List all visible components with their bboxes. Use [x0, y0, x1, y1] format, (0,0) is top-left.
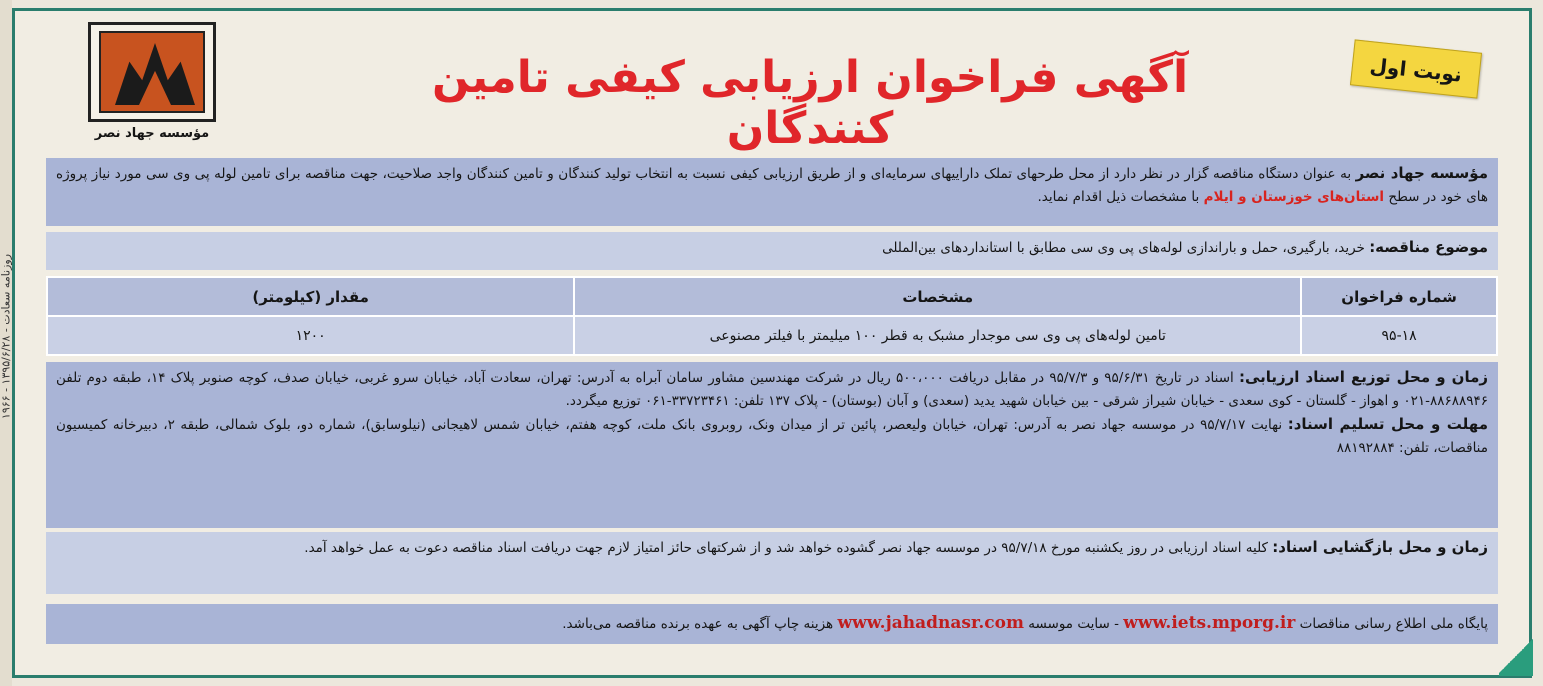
deadline-label: مهلت و محل تسلیم اسناد:	[1287, 415, 1488, 433]
documents-section	[46, 362, 1498, 528]
side-strip	[0, 0, 12, 686]
opening-section	[46, 532, 1498, 594]
iets-link[interactable]: www.iets.mporg.ir	[1123, 613, 1296, 633]
intro-text-a: به عنوان دستگاه مناقصه گزار در نظر دارد از محل طرحهای تملک داراییهای سرمایه‌ای و از طریق ارزیابی کیفی نسبت به انتخاب تولید کنندگان و تامین کنندگان واجد صلاحیت، جهت مناقصه برای تامین لوله پی وی سی مورد نیاز پروژه های خود در سطح	[56, 166, 1488, 205]
corner-ribbon	[1499, 636, 1533, 676]
intro-text-b: با مشخصات ذیل اقدام نماید.	[1037, 189, 1204, 205]
logo-mark-icon	[115, 43, 195, 105]
header-tender-number: شماره فراخوان	[1301, 277, 1497, 316]
header-specifications: مشخصات	[574, 277, 1301, 316]
jahadnasr-link[interactable]: www.jahadnasr.com	[837, 613, 1024, 633]
logo-caption: مؤسسه جهاد نصر	[94, 126, 210, 141]
opening-label: زمان و محل بازگشایی اسناد:	[1272, 538, 1488, 556]
deadline-paragraph	[56, 413, 1488, 460]
org-name: مؤسسه جهاد نصر	[1355, 164, 1488, 182]
intro-region: استان‌های خوزستان و ایلام	[1203, 189, 1385, 205]
table-header-row	[47, 277, 1497, 316]
edition-badge: نوبت اول	[1350, 39, 1482, 98]
footer-text-b: - سایت موسسه	[1023, 616, 1124, 632]
opening-text: کلیه اسناد ارزیابی در روز یکشنبه مورخ ۹۵/۷/۱۸ در موسسه جهاد نصر گشوده خواهد شد و از شرکتهای حائز امتیاز لازم جهت دریافت اسناد مناقصه دعوت به عمل خواهد آمد.	[304, 540, 1273, 556]
deadline-text: نهایت ۹۵/۷/۱۷ در موسسه جهاد نصر به آدرس: تهران، خیابان ولیعصر، پائین تر از میدان ونک، روبروی بانک ملت، کوچه هفتم، خیابان شمس لاهیجانی (نیلوسابق)، شماره دو، بلوک شمالی، طبقه ۲، دبیرخانه کمیسیون مناقصات، تلفن: ۸۸۱۹۲۸۸۴	[56, 417, 1488, 456]
logo	[88, 22, 216, 122]
subject-label: موضوع مناقصه:	[1369, 238, 1488, 256]
logo-emblem-icon	[99, 31, 205, 113]
subject-section	[46, 232, 1498, 270]
subject-text: خرید، بارگیری، حمل و باراندازی لوله‌های پی وی سی مطابق با استانداردهای بین‌المللی	[882, 240, 1370, 256]
cell-specifications: تامین لوله‌های پی وی سی موجدار مشبک به قطر ۱۰۰ میلیمتر با فیلتر مصنوعی	[574, 316, 1301, 355]
tender-table	[46, 276, 1498, 356]
distribution-label: زمان و محل توزیع اسناد ارزیابی:	[1238, 368, 1488, 386]
cell-quantity: ۱۲۰۰	[47, 316, 574, 355]
cell-tender-number: ۹۵-۱۸	[1301, 316, 1497, 355]
page-title: آگهی فراخوان ارزیابی کیفی تامین کنندگان	[431, 52, 1189, 154]
footer-text-a: پایگاه ملی اطلاع رسانی مناقصات	[1295, 616, 1488, 632]
side-note: روزنامه سعادت - ۱۳۹۵/۶/۲۸ - ۱۹۶۶	[0, 253, 12, 420]
intro-section	[46, 158, 1498, 226]
distribution-paragraph	[56, 366, 1488, 413]
header-quantity: مقدار (کیلومتر)	[47, 277, 574, 316]
distribution-text: اسناد در تاریخ ۹۵/۶/۳۱ و ۹۵/۷/۳ در مقابل دریافت ۵۰۰،۰۰۰ ریال در شرکت مهندسین مشاور سامان آبراه به آدرس: تهران، سعادت آباد، خیابان سرو غربی، خیابان صدف، کوچه صنوبر پلاک ۱۴، طبقه دوم تلفن ۸۸۶۸۸۹۴۶-۰۲۱ و اهواز - گلستان - کوی سعدی - خیابان شیراز شرقی - بین خیابان شهید یدید (سعدی) و آبان (بوستان) - پلاک ۱۳۷ تلفن: ۳۳۷۲۳۴۶۱-۰۶۱ توزیع میگردد.	[56, 370, 1488, 409]
footer-section	[46, 604, 1498, 644]
footer-text-c: هزینه چاپ آگهی به عهده برنده مناقصه می‌باشد.	[562, 616, 838, 632]
table-row	[47, 316, 1497, 355]
